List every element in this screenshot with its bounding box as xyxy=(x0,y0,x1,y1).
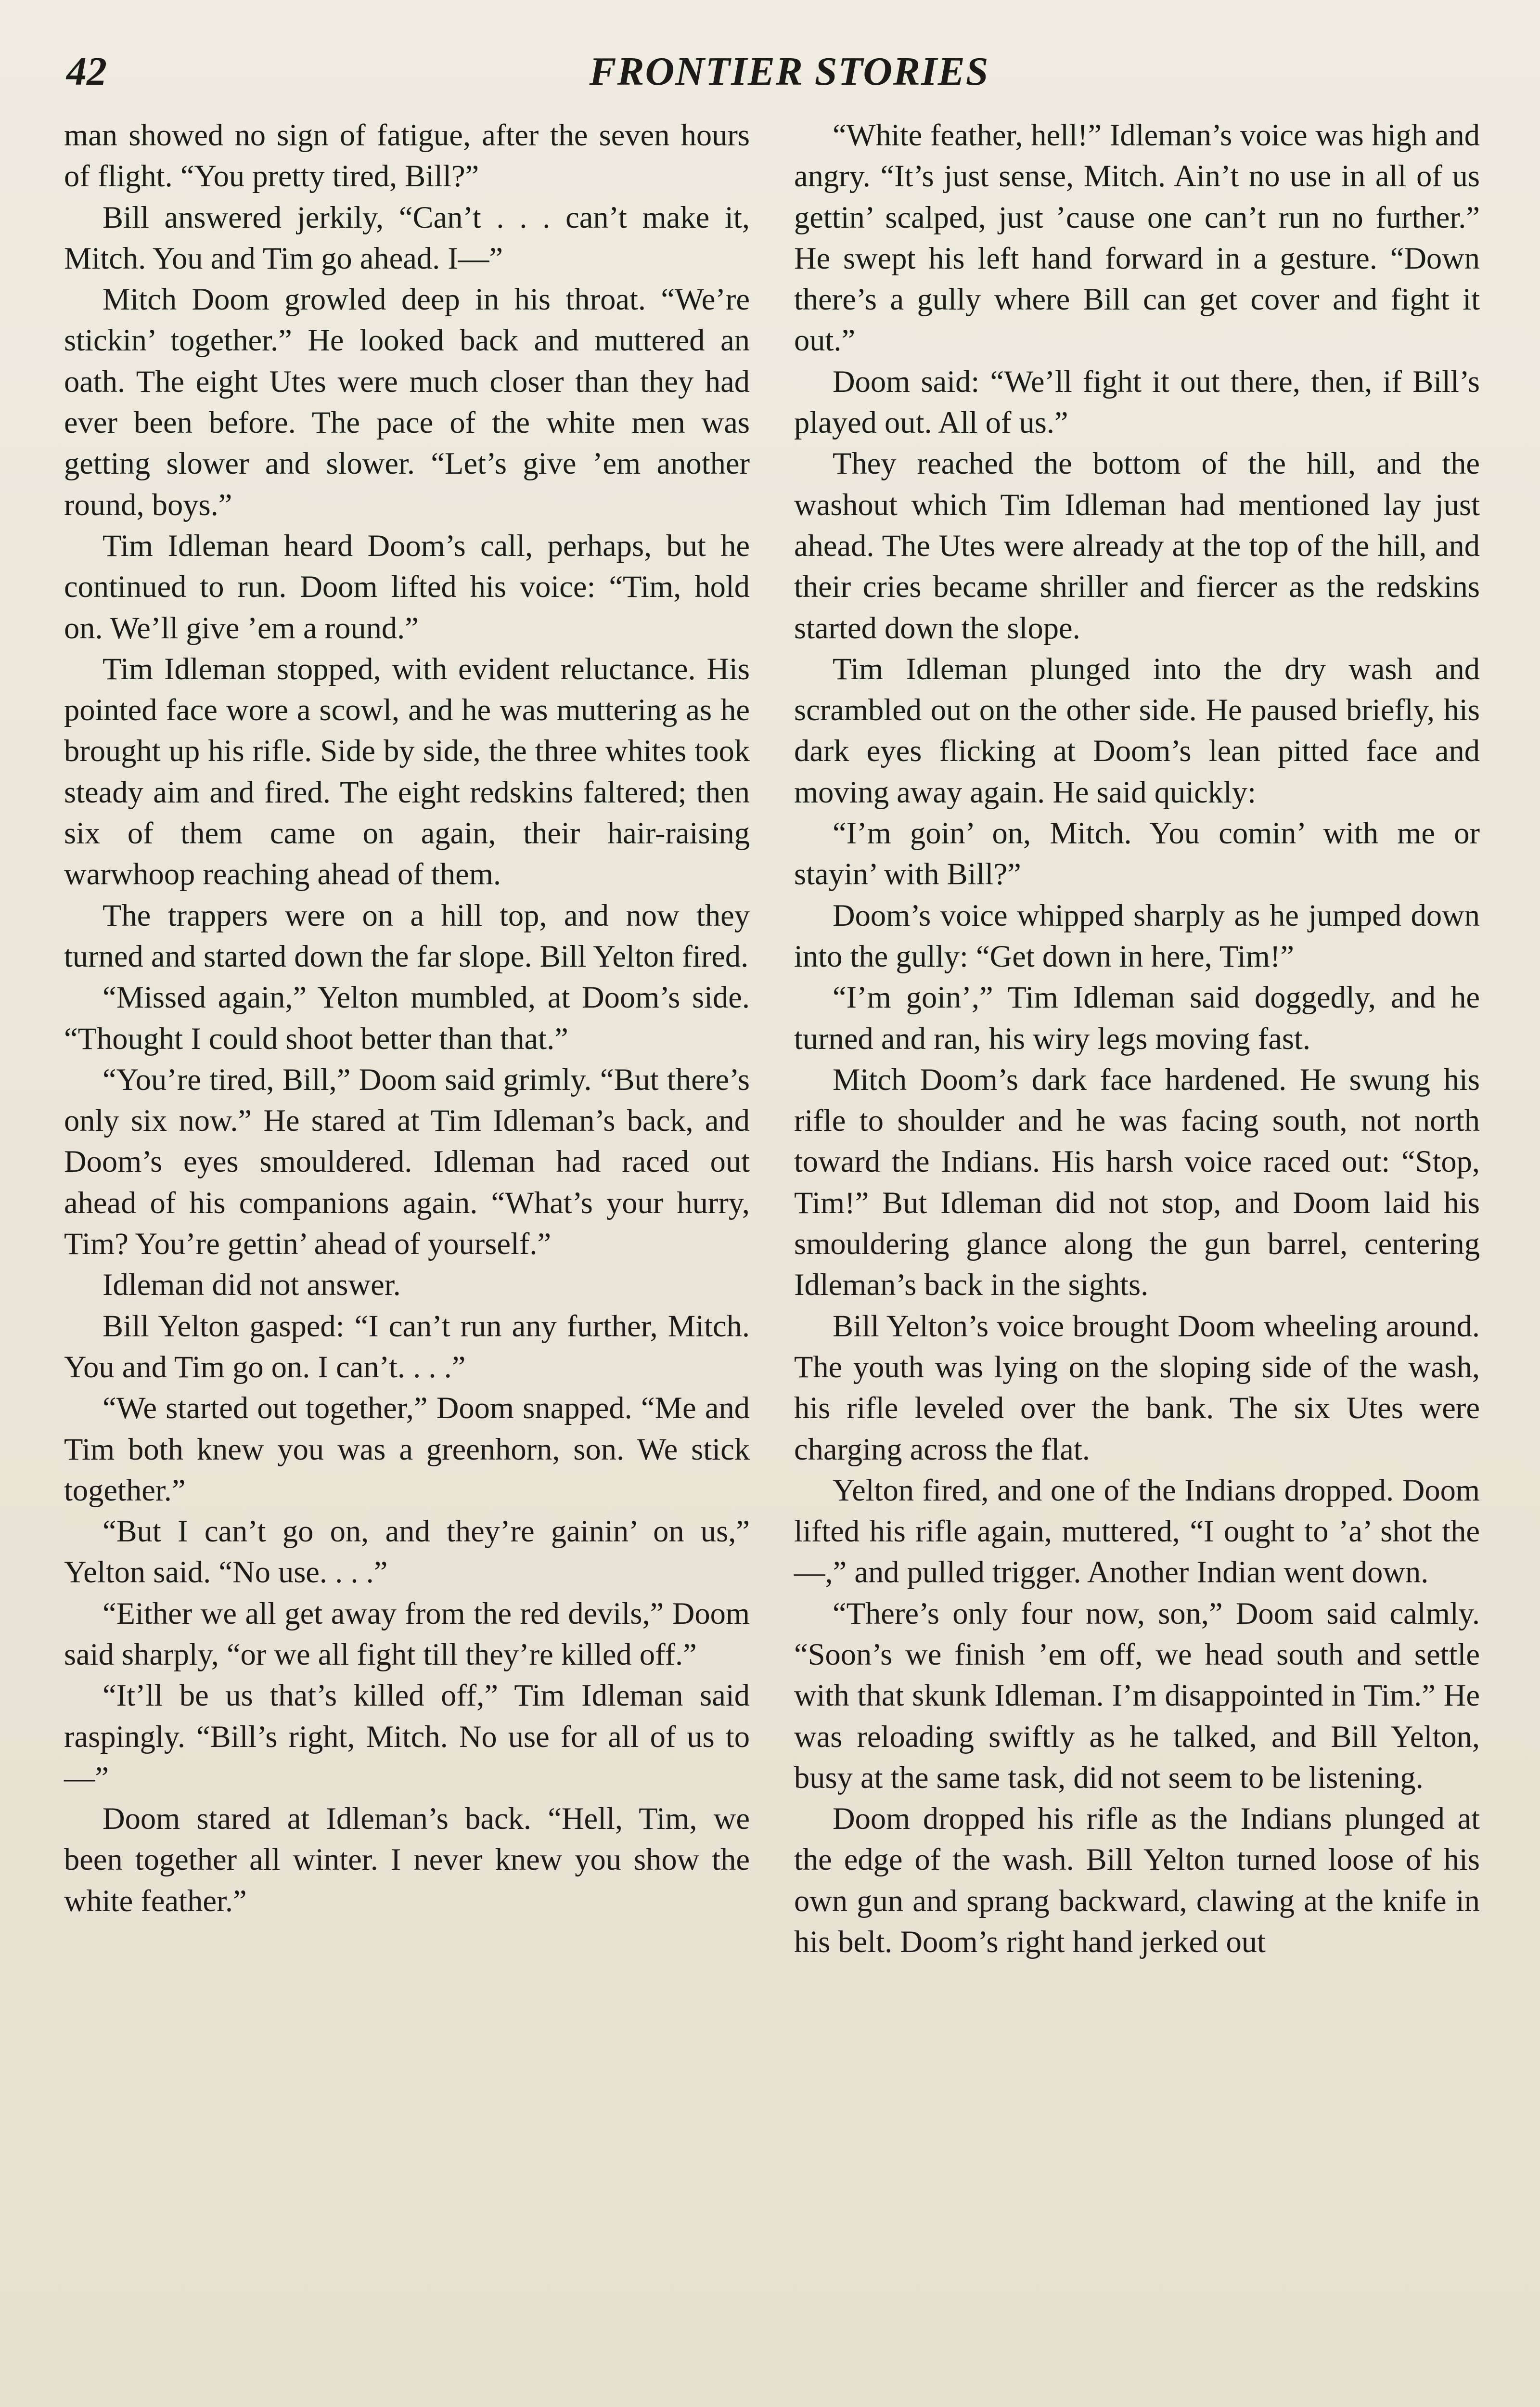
right-text-column xyxy=(794,115,1480,1962)
paragraph: “Either we all get away from the red devils,” Doom said sharply, “or we all fight till they’re killed off.” xyxy=(64,1596,750,1671)
paragraph: Doom stared at Idleman’s back. “Hell, Tim, we been together all winter. I never knew you show the white feather.” xyxy=(64,1801,750,1918)
paragraph: Tim Idleman plunged into the dry wash and scrambled out on the other side. He paused briefly, his dark eyes flicking at Doom’s lean pitted face and moving away again. He said quickly: xyxy=(794,651,1480,809)
paragraph: “But I can’t go on, and they’re gainin’ on us,” Yelton said. “No use. . . .” xyxy=(64,1514,750,1590)
paragraph: “We started out together,” Doom snapped. “Me and Tim both knew you was a greenhorn, son. We stick together.” xyxy=(64,1391,750,1507)
paragraph: man showed no sign of fatigue, after the seven hours of flight. “You pretty tired, Bill?” xyxy=(64,118,750,194)
paragraph: Idleman did not answer. xyxy=(103,1268,401,1302)
paragraph: Mitch Doom growled deep in his throat. “We’re stickin’ together.” He looked back and muttered an oath. The eight Utes were much closer than they had ever been before. The pace of the white men was getting slower and slower. “Let’s give ’em another round, boys.” xyxy=(64,282,750,522)
page-number: 42 xyxy=(66,49,107,94)
paragraph: Doom dropped his rifle as the Indians plunged at the edge of the wash. Bill Yelton turned loose of his own gun and sprang backward, clawing at the knife in his belt. Doom’s right hand jerked out xyxy=(794,1801,1480,1959)
magazine-title: FRONTIER STORIES xyxy=(589,49,989,94)
paragraph: “It’ll be us that’s killed off,” Tim Idleman said raspingly. “Bill’s right, Mitch. No use for all of us to—” xyxy=(64,1678,750,1795)
left-text-column xyxy=(64,115,750,1921)
paragraph: They reached the bottom of the hill, and the washout which Tim Idleman had mentioned lay just ahead. The Utes were already at the top of the hill, and their cries became shriller and fiercer as the redskins started down the slope. xyxy=(794,446,1480,645)
paragraph: Mitch Doom’s dark face hardened. He swung his rifle to shoulder and he was facing south, not north toward the Indians. His harsh voice raced out: “Stop, Tim!” But Idleman did not stop, and Doom laid his smouldering glance along the gun barrel, centering Idleman’s back in the sights. xyxy=(794,1062,1480,1302)
paragraph: “I’m goin’ on, Mitch. You comin’ with me or stayin’ with Bill?” xyxy=(794,816,1480,892)
paragraph: Doom said: “We’ll fight it out there, then, if Bill’s played out. All of us.” xyxy=(794,364,1480,440)
paragraph: Tim Idleman heard Doom’s call, perhaps, but he continued to run. Doom lifted his voice: “Tim, hold on. We’ll give ’em a round.” xyxy=(64,528,750,645)
paragraph: Bill Yelton gasped: “I can’t run any further, Mitch. You and Tim go on. I can’t. . . .” xyxy=(64,1308,750,1384)
paragraph: Yelton fired, and one of the Indians dropped. Doom lifted his rifle again, muttered, “I ought to ’a’ shot the—,” and pulled trigger. Another Indian went down. xyxy=(794,1473,1480,1590)
paragraph: “There’s only four now, son,” Doom said calmly. “Soon’s we finish ’em off, we head south and settle with that skunk Idleman. I’m disappointed in Tim.” He was reloading swiftly as he talked, and Bill Yelton, busy at the same task, did not seem to be listening. xyxy=(794,1596,1480,1795)
paragraph: Doom’s voice whipped sharply as he jumped down into the gully: “Get down in here, Tim!” xyxy=(794,898,1480,973)
paragraph: “White feather, hell!” Idleman’s voice was high and angry. “It’s just sense, Mitch. Ain’t no use in all of us gettin’ scalped, just ’cause one can’t run no further.” He swept his left hand forward in a gesture. “Down there’s a gully where Bill can get cover and fight it out.” xyxy=(794,118,1480,358)
paragraph: “I’m goin’,” Tim Idleman said doggedly, and he turned and ran, his wiry legs moving fast. xyxy=(794,980,1480,1056)
paragraph: Tim Idleman stopped, with evident reluctance. His pointed face wore a scowl, and he was muttering as he brought up his rifle. Side by side, the three whites took steady aim and fired. The eight redskins faltered; then six of them came on again, their hair-raising warwhoop reaching ahead of them. xyxy=(64,651,750,892)
paragraph: “Missed again,” Yelton mumbled, at Doom’s side. “Thought I could shoot better than that.” xyxy=(64,980,750,1056)
paragraph: Bill Yelton’s voice brought Doom wheeling around. The youth was lying on the sloping side of the wash, his rifle leveled over the bank. The six Utes were charging across the flat. xyxy=(794,1308,1480,1466)
paragraph: Bill answered jerkily, “Can’t . . . can’t make it, Mitch. You and Tim go ahead. I—” xyxy=(64,200,750,275)
paragraph: The trappers were on a hill top, and now they turned and started down the far slope. Bill Yelton fired. xyxy=(64,898,750,973)
page-header xyxy=(62,48,1478,106)
paragraph: “You’re tired, Bill,” Doom said grimly. “But there’s only six now.” He stared at Tim Idleman’s back, and Doom’s eyes smouldered. Idleman had raced out ahead of his companions again. “What’s your hurry, Tim? You’re gettin’ ahead of yourself.” xyxy=(64,1062,750,1261)
